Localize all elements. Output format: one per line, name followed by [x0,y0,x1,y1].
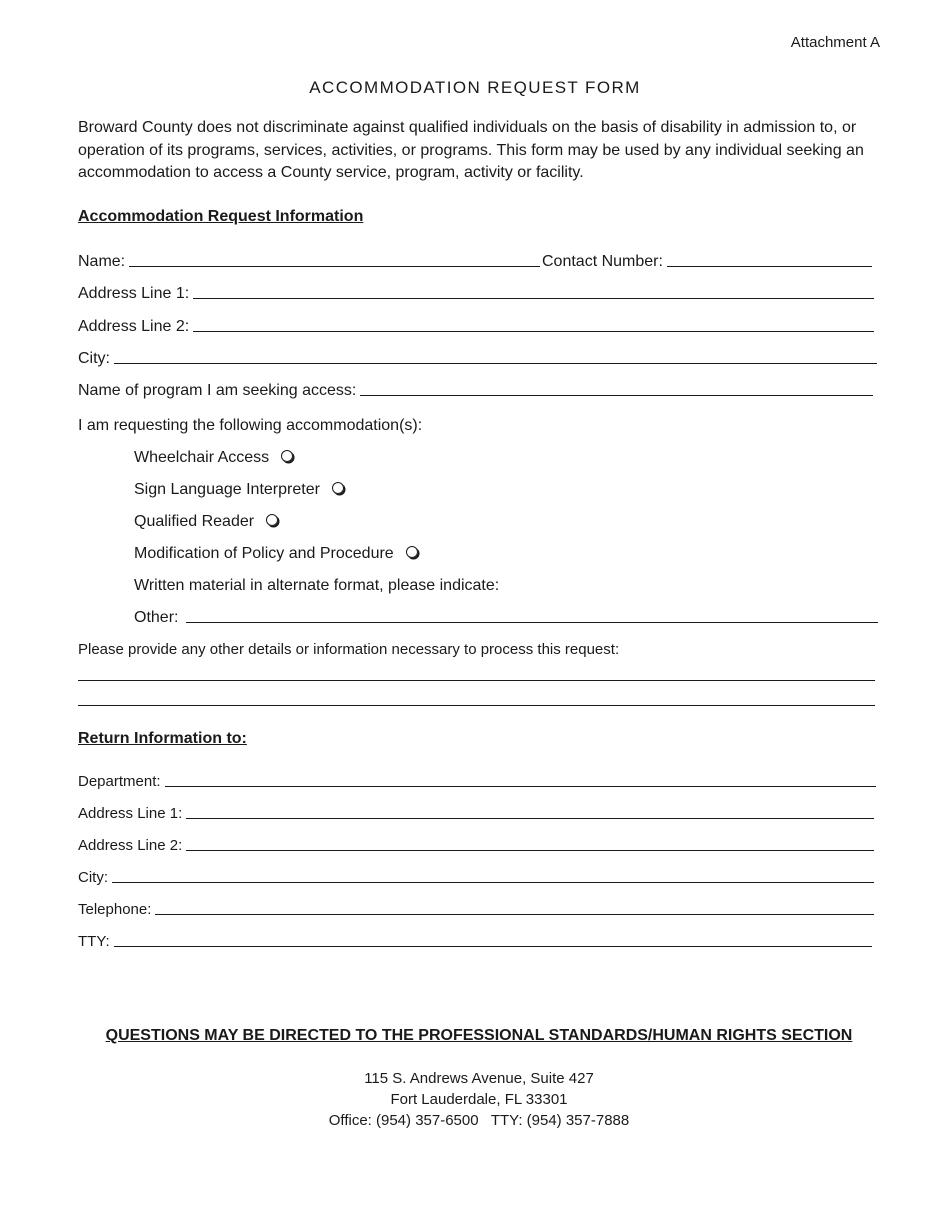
footer-address-line1: 115 S. Andrews Avenue, Suite 427 [364,1070,594,1087]
contact-number-blank[interactable] [667,265,872,267]
address-line2-blank[interactable] [193,330,874,332]
details-line-1[interactable] [78,680,875,681]
option-qualified-reader[interactable] [134,513,278,531]
return-address-line1-field[interactable] [78,805,874,822]
qualified-reader-radio-icon[interactable] [266,514,278,526]
program-name-label: Name of program I am seeking access: [78,382,357,399]
option-written-material [134,577,499,595]
footer-heading: QUESTIONS MAY BE DIRECTED TO THE PROFESSIONAL STANDARDS/HUMAN RIGHTS SECTION [105,1027,853,1044]
return-address-line2-label: Address Line 2: [78,837,183,854]
footer-address-line2: Fort Lauderdale, FL 33301 [390,1091,568,1108]
contact-number-field[interactable] [542,253,872,271]
program-name-blank[interactable] [360,394,873,396]
address-line1-label: Address Line 1: [78,285,190,302]
other-blank[interactable] [186,621,878,623]
return-telephone-field[interactable] [78,901,874,918]
sign-language-radio-icon[interactable] [332,482,344,494]
name-label: Name: [78,253,126,270]
option-sign-language-label: Sign Language Interpreter [134,481,320,498]
name-field[interactable] [78,253,540,271]
return-department-blank[interactable] [165,785,876,787]
modification-radio-icon[interactable] [406,546,418,558]
name-blank[interactable] [129,265,540,267]
address-line1-blank[interactable] [193,297,874,299]
requesting-label: I am requesting the following accommodation(s): [78,417,423,434]
return-city-label: City: [78,869,108,886]
wheelchair-radio-icon[interactable] [281,450,293,462]
program-name-field[interactable] [78,382,873,400]
return-department-field[interactable] [78,773,876,790]
return-tty-blank[interactable] [114,945,872,947]
option-sign-language[interactable] [134,481,344,499]
return-telephone-label: Telephone: [78,901,152,918]
intro-paragraph: Broward County does not discriminate against qualified individuals on the basis of disability in admission to, or operation of its programs, services, activities, or programs. This form may be used by any individual seeking an accommodation to access a County service, program, activity or facility. [78,119,864,181]
address-line1-field[interactable] [78,285,874,303]
other-label: Other: [134,609,179,626]
city-label: City: [78,350,110,367]
details-line-2[interactable] [78,705,875,706]
option-modification[interactable] [134,545,418,563]
option-wheelchair[interactable] [134,449,293,467]
return-section-heading: Return Information to: [78,730,247,747]
return-address-line1-blank[interactable] [186,817,874,819]
attachment-label: Attachment A [790,34,880,51]
return-address-line1-label: Address Line 1: [78,805,183,822]
request-section-heading: Accommodation Request Information [78,208,364,225]
city-blank[interactable] [114,362,877,364]
form-title: ACCOMMODATION REQUEST FORM [309,78,641,97]
option-written-material-label: Written material in alternate format, please indicate: [134,577,500,594]
city-field[interactable] [78,350,877,368]
return-department-label: Department: [78,773,161,790]
contact-number-label: Contact Number: [542,253,663,270]
details-label: Please provide any other details or information necessary to process this request: [78,641,620,658]
option-qualified-reader-label: Qualified Reader [134,513,255,530]
return-address-line2-blank[interactable] [186,849,874,851]
return-tty-label: TTY: [78,933,110,950]
other-field[interactable] [134,609,878,627]
option-modification-label: Modification of Policy and Procedure [134,545,394,562]
return-telephone-blank[interactable] [155,913,874,915]
footer-phones: Office: (954) 357-6500 TTY: (954) 357-7888 [328,1112,630,1129]
address-line2-field[interactable] [78,318,874,336]
return-address-line2-field[interactable] [78,837,874,854]
address-line2-label: Address Line 2: [78,318,190,335]
return-city-field[interactable] [78,869,874,886]
return-city-blank[interactable] [112,881,874,883]
return-tty-field[interactable] [78,933,872,950]
option-wheelchair-label: Wheelchair Access [134,449,270,466]
